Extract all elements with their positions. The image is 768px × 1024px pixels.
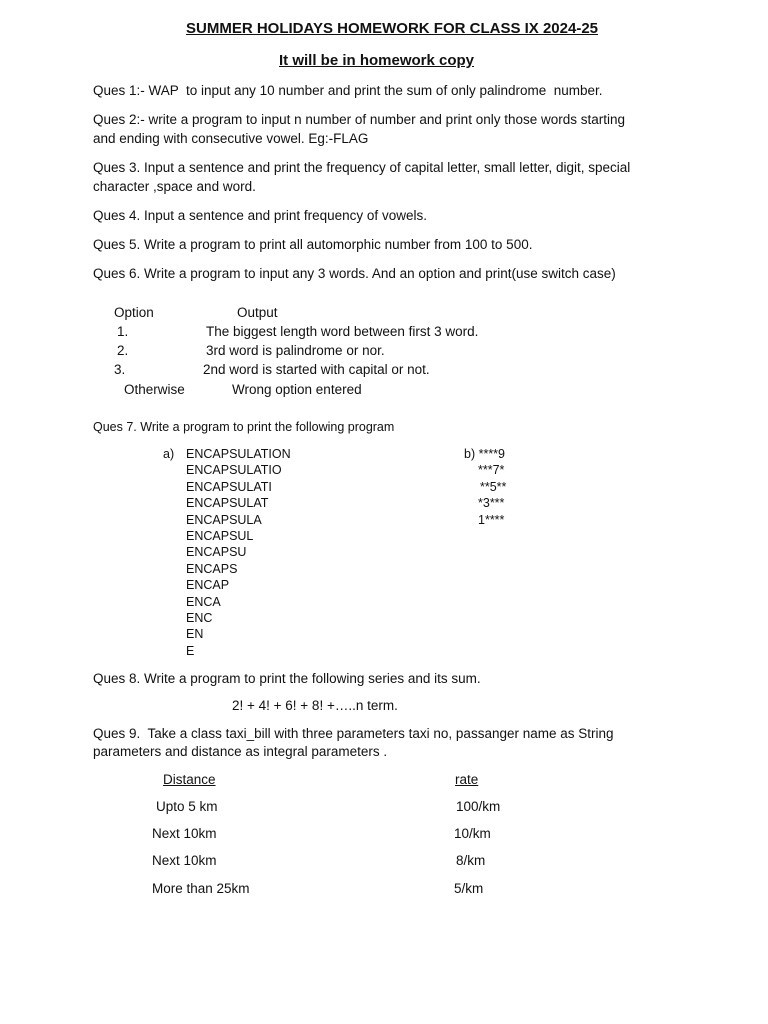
option-1: 1. [117, 324, 129, 339]
page-title: SUMMER HOLIDAYS HOMEWORK FOR CLASS IX 2024-25 [186, 20, 599, 37]
option-2: 2. [117, 343, 129, 358]
pattern-a-line: ENC [186, 611, 213, 625]
question-4: Ques 4. Input a sentence and print frequency of vowels. [93, 208, 427, 223]
option-3-output: 2nd word is started with capital or not. [203, 362, 430, 377]
pattern-a-line: ENCAPSUL [186, 529, 254, 543]
option-3: 3. [114, 362, 126, 377]
question-7: Ques 7. Write a program to print the following program [93, 420, 395, 434]
question-6: Ques 6. Write a program to input any 3 words. And an option and print(use switch case) [93, 266, 616, 281]
pattern-a-line: ENCAP [186, 578, 230, 592]
rate-row-rate: 5/km [454, 881, 484, 896]
pattern-a-line: ENCA [186, 595, 221, 609]
pattern-b-line: 1**** [478, 513, 505, 527]
pattern-a-line: ENCAPSULATIO [186, 463, 282, 477]
pattern-b-line: *3*** [478, 496, 505, 510]
pattern-a-line: ENCAPS [186, 562, 238, 576]
rate-row-distance: Next 10km [152, 853, 217, 868]
question-2-line-2: and ending with consecutive vowel. Eg:-FLAG [93, 131, 369, 146]
rate-row-distance: More than 25km [152, 881, 250, 896]
rate-row-distance: Next 10km [152, 826, 217, 841]
question-8: Ques 8. Write a program to print the following series and its sum. [93, 671, 481, 686]
rate-row-rate: 10/km [454, 826, 491, 841]
question-5: Ques 5. Write a program to print all automorphic number from 100 to 500. [93, 237, 533, 252]
page-subtitle: It will be in homework copy [279, 52, 475, 69]
question-3-line-1: Ques 3. Input a sentence and print the frequency of capital letter, small letter, digit, special [93, 160, 631, 175]
pattern-b-line: **5** [480, 480, 507, 494]
option-otherwise: Otherwise [124, 382, 185, 397]
question-1: Ques 1:- WAP to input any 10 number and print the sum of only palindrome number. [93, 83, 603, 98]
question-2-line-1: Ques 2:- write a program to input n number of number and print only those words starting [93, 112, 626, 127]
rate-row-distance: Upto 5 km [156, 799, 218, 814]
pattern-a-line: ENCAPSULATI [186, 480, 272, 494]
question-9-line-2: parameters and distance as integral parameters . [93, 744, 388, 759]
pattern-b-line: ***7* [478, 463, 505, 477]
pattern-a-label: a) [163, 447, 175, 461]
option-2-output: 3rd word is palindrome or nor. [206, 343, 385, 358]
question-8-series: 2! + 4! + 6! + 8! +…..n term. [232, 698, 398, 713]
question-3-line-2: character ,space and word. [93, 179, 256, 194]
pattern-a-line: ENCAPSULATION [186, 447, 291, 461]
option-1-output: The biggest length word between first 3 word. [206, 324, 479, 339]
option-otherwise-output: Wrong option entered [232, 382, 362, 397]
rate-row-rate: 8/km [456, 853, 486, 868]
question-9-line-1: Ques 9. Take a class taxi_bill with three parameters taxi no, passanger name as String [93, 726, 614, 741]
pattern-a-line: ENCAPSULAT [186, 496, 269, 510]
rate-header-distance: Distance [163, 772, 216, 787]
pattern-a-line: ENCAPSULA [186, 513, 262, 527]
pattern-b-line: b) ****9 [464, 447, 505, 461]
pattern-a-line: E [186, 644, 195, 658]
rate-header-rate: rate [455, 772, 479, 787]
options-header-option: Option [114, 305, 154, 320]
options-header-output: Output [237, 305, 278, 320]
pattern-a-line: ENCAPSU [186, 545, 247, 559]
pattern-a-line: EN [186, 627, 204, 641]
rate-row-rate: 100/km [456, 799, 501, 814]
